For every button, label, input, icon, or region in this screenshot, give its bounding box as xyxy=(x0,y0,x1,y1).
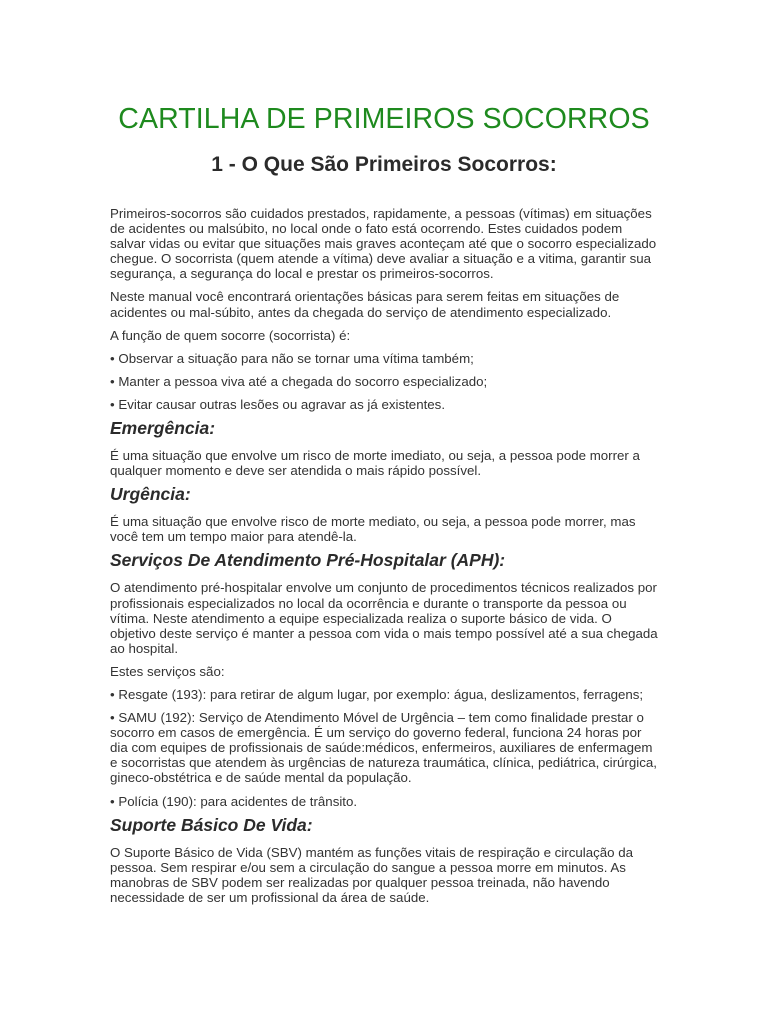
intro-paragraph-1: Primeiros-socorros são cuidados prestados, rapidamente, a pessoas (vítimas) em situações de acidentes ou malsúbito, no local onde o fato está ocorrendo. Estes cuidados podem salvar vidas ou evitar que situações mais graves aconteçam até que o socorro especializado chegue. O socorrista (quem atende a vítima) deve avaliar a situação e a vitima, garantir sua segurança, a segurança do local e prestar os primeiros-socorros. xyxy=(110,206,657,282)
aph-paragraph-1: O atendimento pré-hospitalar envolve um conjunto de procedimentos técnicos realizados por profissionais especializados no local da ocorrência e durante o transporte da pessoa ou vítima. Neste atendimento a equipe especializada realiza o suporte básico de vida. O objetivo deste serviço é manter a pessoa com vida o mais tempo possível até a sua chegada ao hospital. xyxy=(110,580,658,656)
intro-paragraph-3: A função de quem socorre (socorrista) é: xyxy=(110,327,351,343)
section-subtitle: 1 - O Que São Primeiros Socorros: xyxy=(211,153,557,176)
sbv-text: O Suporte Básico de Vida (SBV) mantém as funções vitais de respiração e circulação da pessoa. Sem respirar e/ou sem a circulação do sangue a pessoa morre em minutos. As manobras de SBV podem ser realizadas por qualquer pessoa treinada, não havendo necessidade de ser um profissional da área de saúde. xyxy=(110,844,634,905)
aph-bullet-samu: • SAMU (192): Serviço de Atendimento Móvel de Urgência – tem como finalidade prestar o socorro em casos de emergência. É um serviço do governo federal, funciona 24 horas por dia com equipes de profissionais de saúde:médicos, enfermeiros, auxiliares de enfermagem e socorristas que atendem às urgências de natureza traumática, clínica, pediátrica, cirúrgica, gineco-obstétrica e de saúde mental da população. xyxy=(110,710,657,786)
aph-bullet-policia: • Polícia (190): para acidentes de trânsito. xyxy=(110,793,358,809)
document-page xyxy=(110,100,658,905)
intro-paragraph-2: Neste manual você encontrará orientações básicas para serem feitas em situações de acidentes ou mal-súbito, antes da chegada do serviço de atendimento especializado. xyxy=(110,289,620,320)
intro-bullet-2: • Manter a pessoa viva até a chegada do socorro especializado; xyxy=(110,373,488,389)
aph-paragraph-2: Estes serviços são: xyxy=(110,663,225,679)
aph-heading: Serviços De Atendimento Pré-Hospitalar (APH): xyxy=(110,550,506,571)
urgencia-heading: Urgência: xyxy=(110,484,191,505)
aph-bullet-resgate: • Resgate (193): para retirar de algum lugar, por exemplo: água, deslizamentos, ferragens; xyxy=(110,686,644,702)
sbv-heading: Suporte Básico De Vida: xyxy=(110,814,313,835)
emergencia-text: É uma situação que envolve um risco de morte imediato, ou seja, a pessoa pode morrer a qualquer momento e deve ser atendida o mais rápido possível. xyxy=(110,448,640,479)
emergencia-heading: Emergência: xyxy=(110,418,216,439)
intro-bullet-3: • Evitar causar outras lesões ou agravar as já existentes. xyxy=(110,396,446,412)
document-title: CARTILHA DE PRIMEIROS SOCORROS xyxy=(118,103,650,135)
urgencia-text: É uma situação que envolve risco de morte mediato, ou seja, a pessoa pode morrer, mas você tem um tempo maior para atendê-la. xyxy=(110,514,636,545)
intro-bullet-1: • Observar a situação para não se tornar uma vítima também; xyxy=(110,350,474,366)
